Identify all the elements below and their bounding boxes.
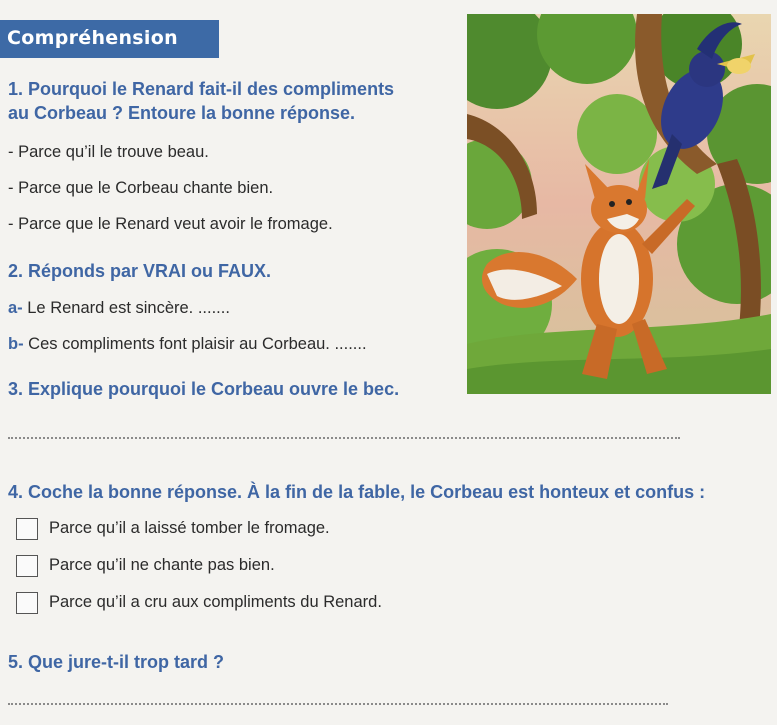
section-banner [0,20,219,58]
q2-statement-b[interactable] [8,335,367,354]
q4-checkbox-1[interactable] [16,518,38,540]
question-5-title: 5. Que jure-t-il trop tard ? [8,652,225,672]
q4-option-3: Parce qu’il a cru aux compliments du Renard. [49,593,382,611]
q1-option-1[interactable]: - Parce qu’il le trouve beau. [8,143,209,161]
question-4-title: 4. Coche la bonne réponse. À la fin de la fable, le Corbeau est honteux et confus : [8,482,706,502]
q4-option-1: Parce qu’il a laissé tomber le fromage. [49,519,330,537]
question-2-title: 2. Réponds par VRAI ou FAUX. [8,261,272,281]
question-1-title-line1: 1. Pourquoi le Renard fait-il des compliments [8,79,395,99]
q4-checkbox-2[interactable] [16,555,38,577]
q2-marker-a: a- [8,299,23,317]
q2-statement-a[interactable] [8,299,230,318]
q3-answer-line[interactable] [8,437,680,439]
q1-option-3[interactable]: - Parce que le Renard veut avoir le fromage. [8,215,333,233]
q2-text-b: Ces compliments font plaisir au Corbeau. ....... [23,335,367,353]
fox-and-crow-illustration [467,14,771,394]
q2-marker-b: b- [8,335,24,353]
q1-option-2[interactable]: - Parce que le Corbeau chante bien. [8,179,274,197]
section-title: Compréhension [7,27,178,49]
q5-answer-line[interactable] [8,703,668,705]
q2-text-a: Le Renard est sincère. ....... [22,299,230,317]
q4-checkbox-3[interactable] [16,592,38,614]
question-1-title-line2: au Corbeau ? Entoure la bonne réponse. [8,103,356,123]
q4-option-2: Parce qu’il ne chante pas bien. [49,556,275,574]
question-3-title: 3. Explique pourquoi le Corbeau ouvre le bec. [8,379,400,399]
